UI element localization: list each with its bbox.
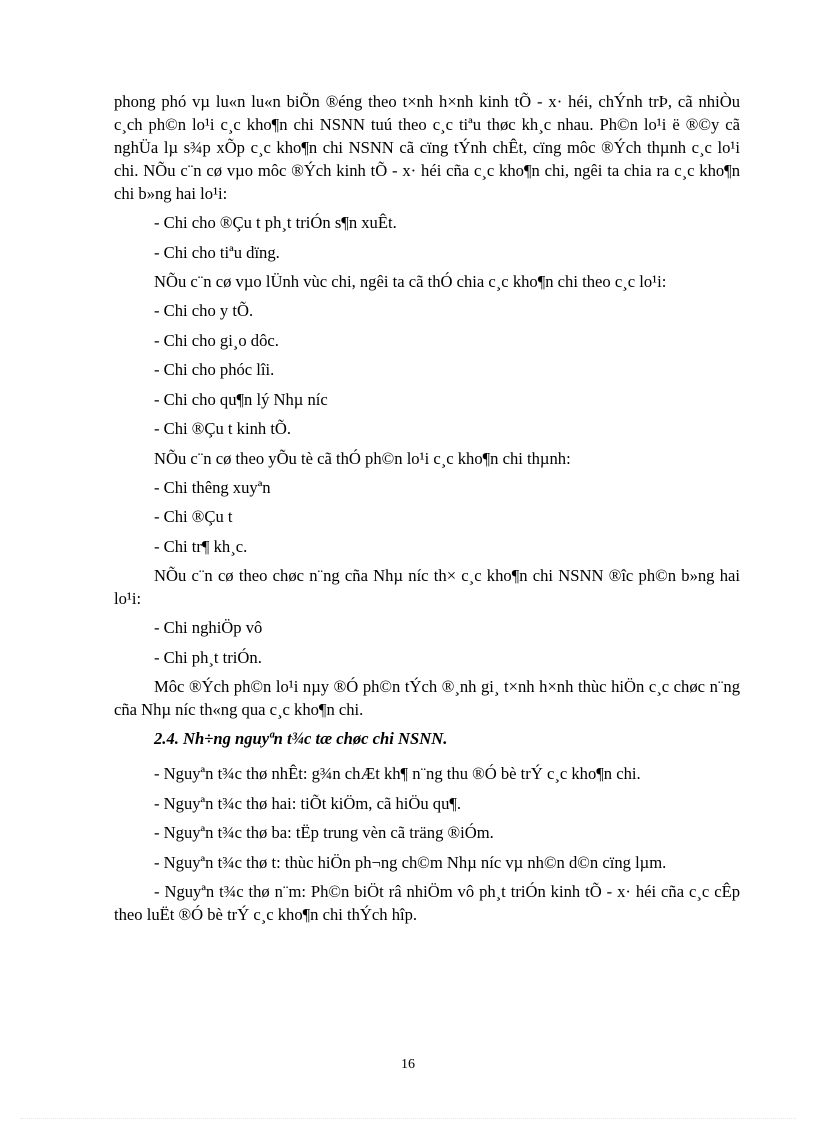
list-item: - Nguyªn t¾c thø hai: tiÕt kiÖm, cã hiÖu qu¶. bbox=[154, 793, 462, 813]
list-item: - Chi tr¶ kh¸c. bbox=[154, 536, 248, 556]
page-body bbox=[114, 90, 740, 932]
list-item: - Nguyªn t¾c thø n¨m: Ph©n biÖt râ nhiÖm vô ph¸t triÓn kinh tÕ - x· héi cña c¸c cÊp theo luËt ®Ó bè trÝ c¸c kho¶n chi thÝch hîp. bbox=[114, 881, 740, 924]
paragraph-by-field: NÕu c¨n cø vµo lÜnh vùc chi, ngêi ta cã thÓ chia c¸c kho¶n chi theo c¸c lo¹i: bbox=[154, 272, 667, 291]
list-item: - Chi thêng xuyªn bbox=[154, 477, 271, 497]
paragraph-purpose: Môc ®Ých ph©n lo¹i nµy ®Ó ph©n tÝch ®¸nh gi¸ t×nh h×nh thùc hiÖn c¸c chøc n¨ng cña Nhµ níc th«ng qua c¸c kho¶n chi. bbox=[114, 677, 740, 719]
paragraph-by-function: NÕu c¨n cø theo chøc n¨ng cña Nhµ níc th× c¸c kho¶n chi NSNN ®îc ph©n b»ng hai lo¹i: bbox=[114, 566, 740, 608]
list-item: - Chi cho gi¸o dôc. bbox=[154, 330, 279, 350]
list-item: - Chi cho tiªu dïng. bbox=[154, 242, 280, 262]
list-item: - Chi cho ®Çu t ph¸t triÓn s¶n xuÊt. bbox=[154, 213, 397, 232]
list-item: - Nguyªn t¾c thø nhÊt: g¾n chÆt kh¶ n¨ng thu ®Ó bè trÝ c¸c kho¶n chi. bbox=[154, 764, 641, 783]
list-item: - Chi cho phóc lîi. bbox=[154, 360, 275, 379]
section-heading: 2.4. Nh÷ng nguyªn t¾c tæ chøc chi NSNN. bbox=[154, 729, 448, 748]
list-item: - Chi ®Çu t bbox=[154, 507, 233, 526]
list-item: - Nguyªn t¾c thø ba: tËp trung vèn cã träng ®iÓm. bbox=[154, 823, 494, 842]
list-item: - Nguyªn t¾c thø t: thùc hiÖn ph¬ng ch©m Nhµ níc vµ nh©n d©n cïng lµm. bbox=[154, 852, 667, 872]
list-item: - Chi ph¸t triÓn. bbox=[154, 647, 262, 667]
list-item: - Chi nghiÖp vô bbox=[154, 618, 263, 637]
page-bottom-divider bbox=[20, 1118, 796, 1119]
list-item: - Chi cho qu¶n lý Nhµ níc bbox=[154, 389, 328, 409]
page-number: 16 bbox=[401, 1057, 415, 1072]
list-item: - Chi cho y tÕ. bbox=[154, 301, 254, 320]
paragraph-by-element: NÕu c¨n cø theo yÕu tè cã thÓ ph©n lo¹i c¸c kho¶n chi thµnh: bbox=[154, 448, 571, 468]
list-item: - Chi ®Çu t kinh tÕ. bbox=[154, 419, 292, 438]
paragraph-classification-intro: phong phó vµ lu«n lu«n biÕn ®éng theo t×nh h×nh kinh tÕ - x· héi, chÝnh trÞ, cã nhiÒu c¸ch ph©n lo¹i c¸c kho¶n chi NSNN tuú theo c¸c tiªu thøc kh¸c nhau. Ph©n lo¹i ë ®©y cã nghÜa lµ s¾p xÕp c¸c kho¶n chi NSNN cã cïng tÝnh chÊt, cïng môc ®Ých thµnh c¸c lo¹i chi. NÕu c¨n cø vµo môc ®Ých kinh tÕ - x· héi cña c¸c kho¶n chi, ngêi ta chia ra c¸c kho¶n chi b»ng hai lo¹i: bbox=[114, 92, 740, 203]
